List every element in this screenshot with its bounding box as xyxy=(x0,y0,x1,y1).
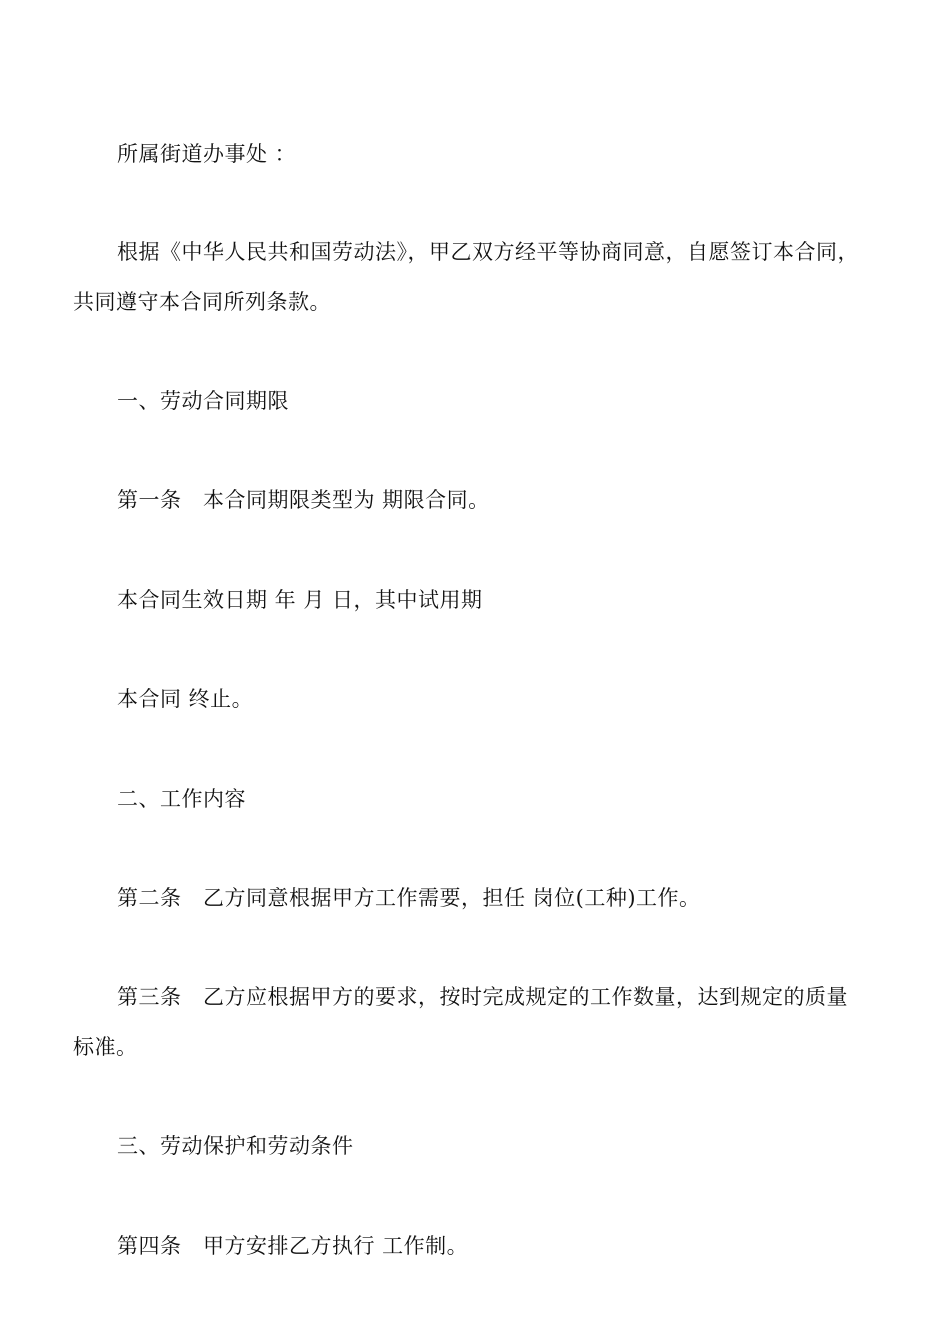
effective-date-line: 本合同生效日期 年 月 日，其中试用期 xyxy=(117,588,483,612)
termination-line: 本合同 终止。 xyxy=(117,687,254,711)
article-2: 第二条 乙方同意根据甲方工作需要，担任 岗位(工种)工作。 xyxy=(117,886,701,910)
section-heading-3: 三、劳动保护和劳动条件 xyxy=(117,1134,354,1158)
preamble-line-1: 根据《中华人民共和国劳动法》，甲乙双方经平等协商同意，自愿签订本合同， xyxy=(117,240,859,264)
subdistrict-office-line: 所属街道办事处 ： xyxy=(117,142,297,166)
preamble-line-2: 共同遵守本合同所列条款。 xyxy=(73,290,331,314)
article-1: 第一条 本合同期限类型为 期限合同。 xyxy=(117,488,490,512)
section-heading-1: 一、劳动合同期限 xyxy=(117,389,289,413)
section-heading-2: 二、工作内容 xyxy=(117,787,246,811)
article-3-line-2: 标准。 xyxy=(73,1035,138,1059)
article-3-line-1: 第三条 乙方应根据甲方的要求，按时完成规定的工作数量，达到规定的质量 xyxy=(117,985,848,1009)
article-4: 第四条 甲方安排乙方执行 工作制。 xyxy=(117,1234,469,1258)
